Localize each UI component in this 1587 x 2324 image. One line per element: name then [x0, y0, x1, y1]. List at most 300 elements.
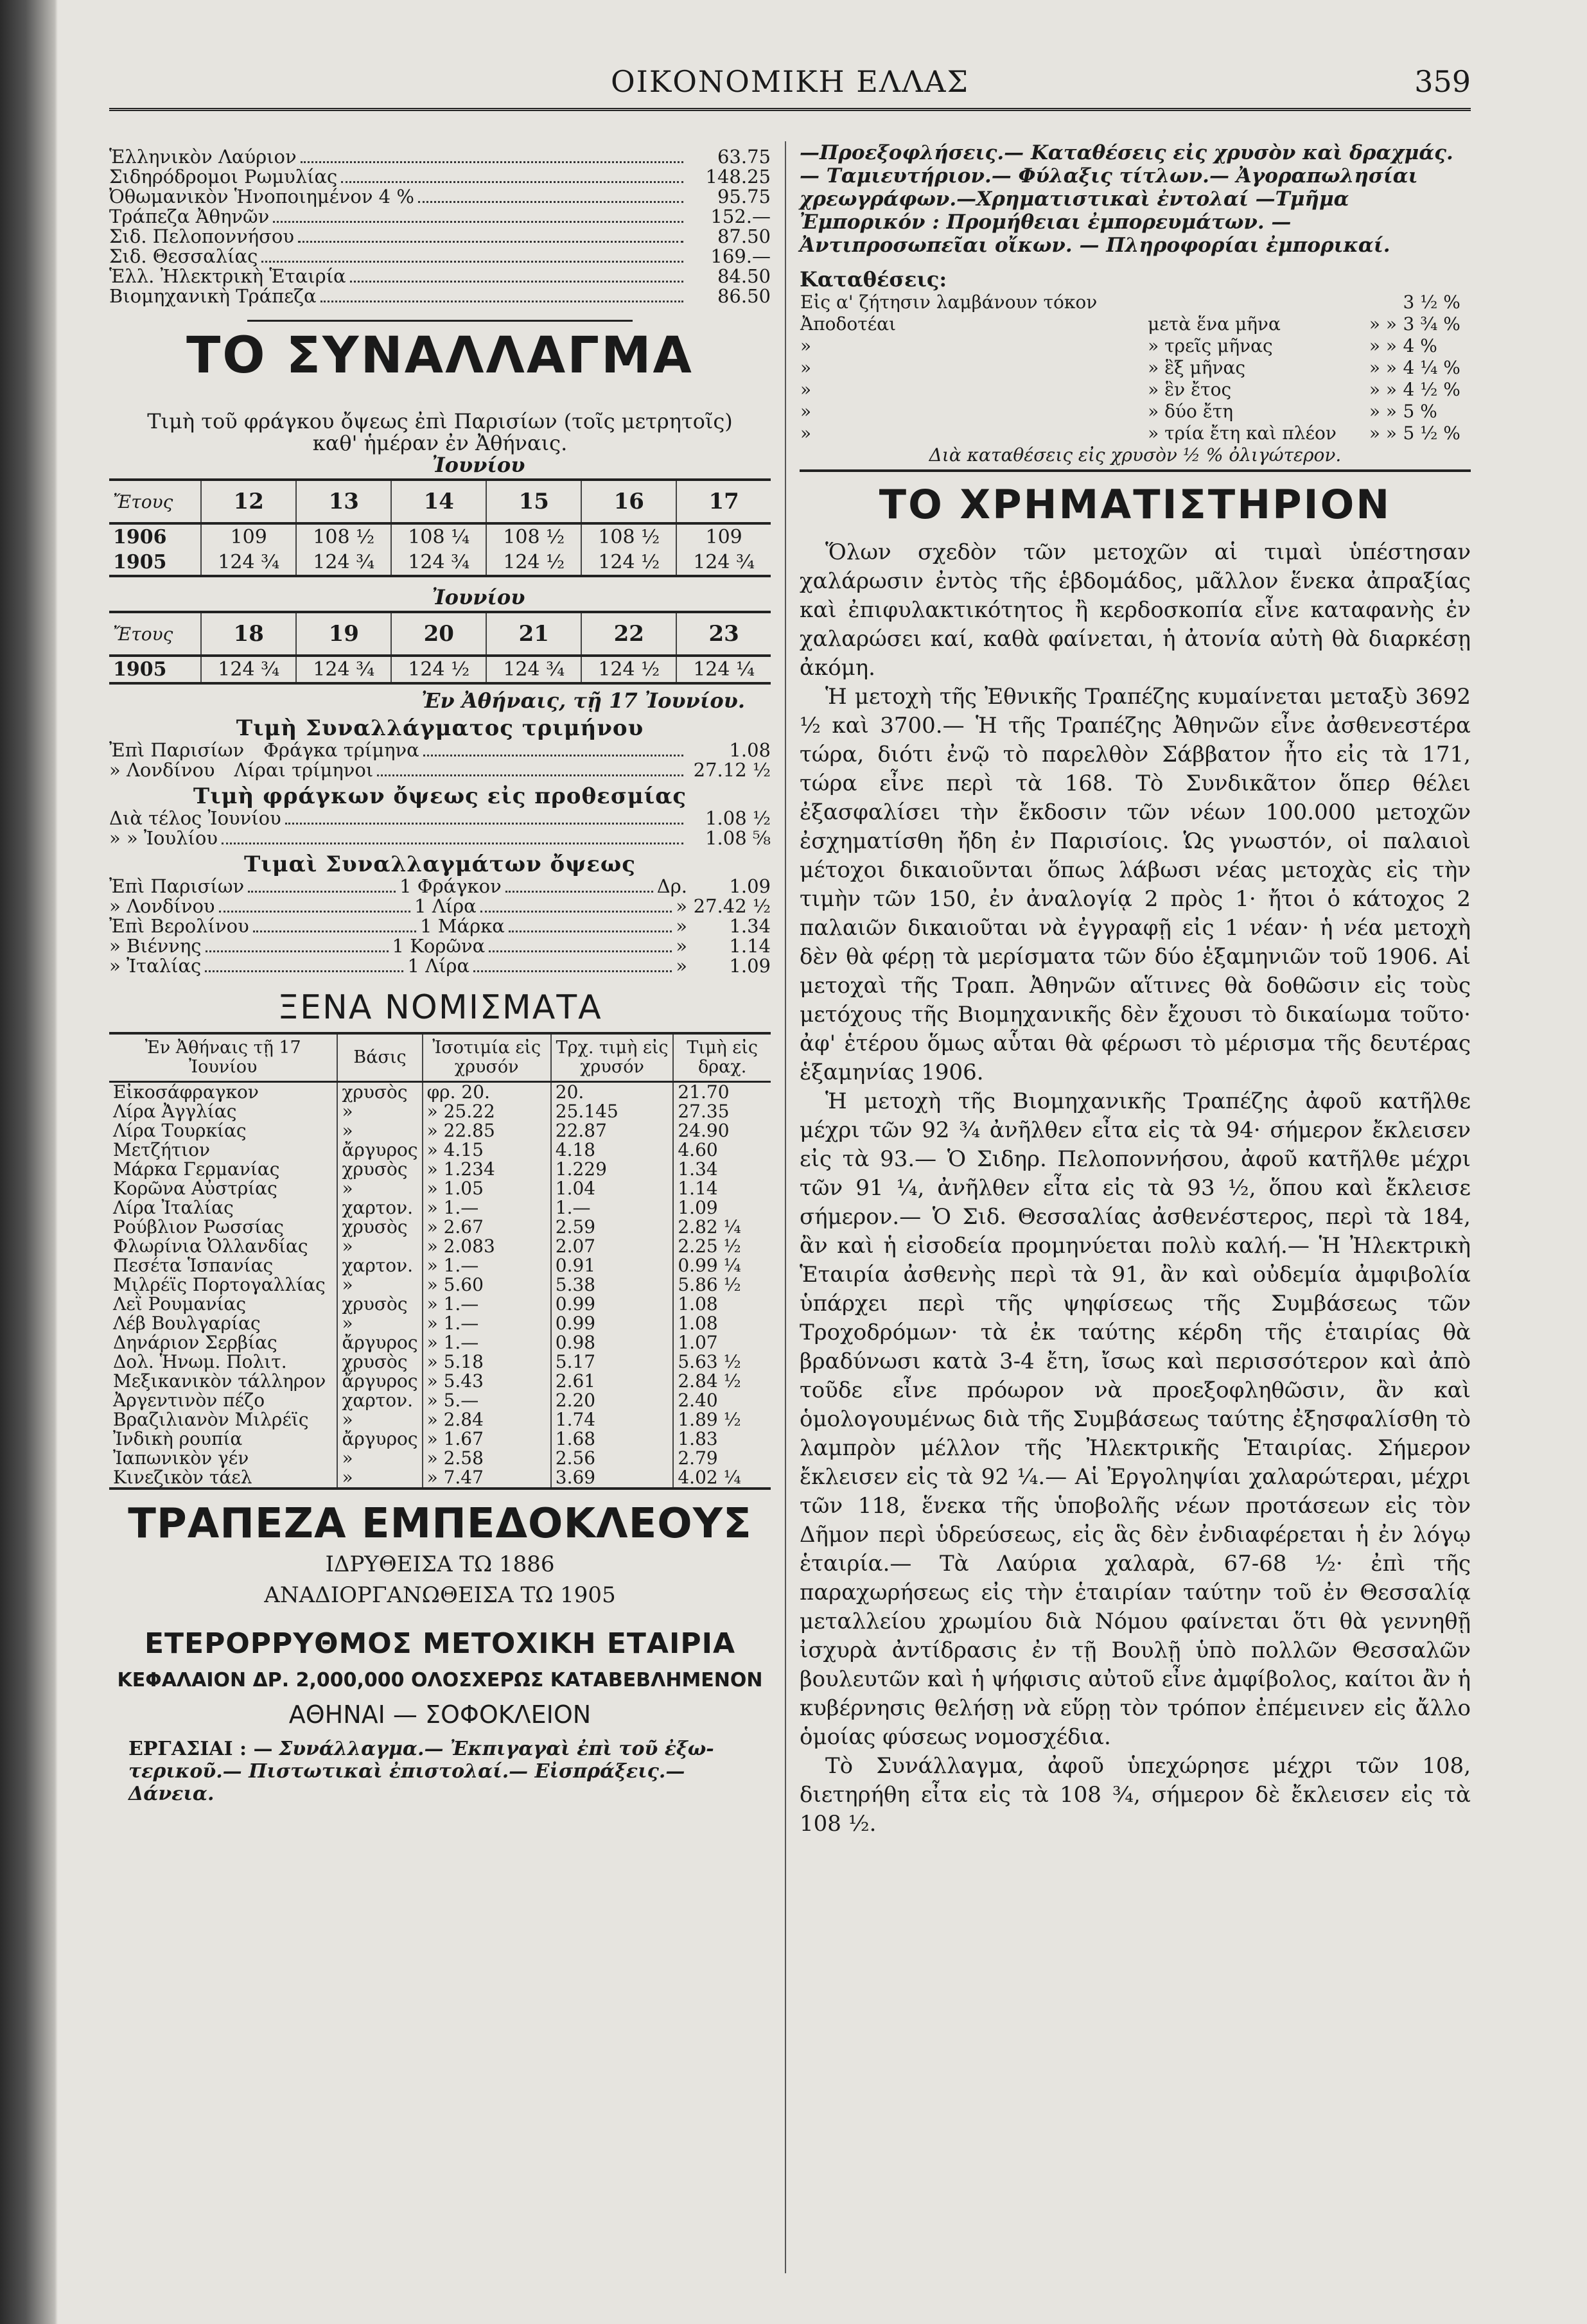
currency-gold: 1.68	[551, 1429, 674, 1449]
currency-parity: » 1.67	[423, 1429, 551, 1449]
deposit-row	[800, 423, 1471, 444]
bourse-paragraph: Ὅλων σχεδὸν τῶν μετοχῶν αἱ τιμαὶ ὑπέστησαν χαλάρωσιν ἐντὸς τῆς ἑβδομάδος, μᾶλλον ἕνεκα ἀπραξίας καὶ ἐπιφυλακτικότητος ἢ κερδοσκοπία εἶνε καταφανὴς ἐν χαλαρώσει καί, καθὰ φαίνεται, ἡ ἀτονία αὐτὴ θὰ διαρκέσῃ ἀκόμη.	[800, 539, 1471, 681]
row-label: » Λονδίνου	[109, 759, 215, 781]
page-number: 359	[1414, 64, 1471, 99]
currency-drachma: 2.79	[673, 1449, 771, 1468]
ad-line-6a: ΕΡΓΑΣΙΑΙ : —	[128, 1738, 273, 1760]
dot-leader	[509, 930, 672, 932]
currency-name: Κινεζικὸν τάελ	[113, 1467, 252, 1488]
row-value: 95.75	[717, 186, 771, 207]
deposit-b: » ἓξ μῆνας	[1148, 357, 1246, 378]
row-label: Σιδ. Θεσσαλίας	[109, 245, 258, 267]
divider	[247, 320, 633, 322]
table-row	[109, 1179, 771, 1198]
table-row	[109, 1275, 771, 1295]
currency-name: Ἀργεντινὸν πέζο	[113, 1390, 265, 1411]
currency-drachma: 5.86 ½	[673, 1275, 771, 1295]
currency-parity: » 5.60	[423, 1275, 551, 1295]
dot-leader	[253, 930, 416, 932]
dot-leader	[205, 970, 403, 972]
currency-parity: » 25.22	[423, 1102, 551, 1121]
prothesmia-title: Τιμὴ φράγκων ὄψεως εἰς προθεσμίας	[193, 783, 687, 809]
deposit-rate: 5 %	[1403, 401, 1437, 422]
row-currency: »	[676, 955, 687, 977]
currency-gold: 0.91	[551, 1256, 674, 1275]
rate-cell: 124 ¾	[201, 656, 296, 683]
trimino-list	[109, 741, 771, 781]
currency-parity: » 5.—	[423, 1391, 551, 1410]
currency-drachma: 21.70	[673, 1082, 771, 1103]
dateline: Ἐν Ἀθήναις, τῇ 17 Ἰουνίου.	[421, 688, 745, 713]
opseos-row	[109, 897, 771, 917]
row-label: Σιδηρόδρομοι Ρωμυλίας	[109, 166, 338, 188]
binding-gutter	[0, 0, 58, 2324]
currency-name: Μεξικανικὸν τάλληρον	[113, 1370, 326, 1392]
day-header: 17	[676, 480, 771, 523]
currency-base: ἄργυρος	[337, 1372, 422, 1391]
newspaper-page	[109, 0, 1471, 2324]
currency-base: χρυσὸς	[337, 1160, 422, 1179]
trimino-row	[109, 741, 771, 761]
currency-parity: » 2.67	[423, 1218, 551, 1237]
currency-name: Πεσέτα Ἱσπανίας	[113, 1255, 274, 1276]
currencies-table	[109, 1032, 771, 1490]
currency-base: »	[337, 1410, 422, 1429]
deposits-section	[800, 267, 1471, 472]
row-label: Ἑλληνικὸν Λαύριον	[109, 146, 297, 168]
dot-leader	[473, 970, 672, 972]
currency-gold: 4.18	[551, 1140, 674, 1160]
row-unit: 1 Φράγκον	[399, 875, 502, 897]
stock-row	[109, 168, 771, 188]
row-label: » Ἰταλίας	[109, 955, 202, 977]
currency-gold: 1.74	[551, 1410, 674, 1429]
table-row	[109, 1218, 771, 1237]
currency-base: χαρτον.	[337, 1256, 422, 1275]
dot-leader	[222, 843, 683, 844]
rate-cell: 124 ¾	[201, 550, 296, 576]
currency-name: Ρούβλιον Ρωσσίας	[113, 1216, 284, 1237]
currency-gold: 5.38	[551, 1275, 674, 1295]
rate-cell: 108 ½	[581, 523, 676, 550]
currency-base: »	[337, 1102, 422, 1121]
deposit-a: »	[800, 335, 812, 356]
dot-leader	[298, 241, 683, 243]
currency-base: χαρτον.	[337, 1391, 422, 1410]
currency-base: »	[337, 1314, 422, 1333]
currency-base: »	[337, 1468, 422, 1489]
table-row	[109, 1391, 771, 1410]
day-header: 18	[201, 612, 296, 656]
currency-name: Μετζήτιον	[113, 1139, 210, 1160]
currency-drachma: 1.89 ½	[673, 1410, 771, 1429]
row-currency: Δρ.	[656, 875, 687, 897]
currency-gold: 20.	[551, 1082, 674, 1103]
deposit-row	[800, 292, 1471, 313]
currency-gold: 2.07	[551, 1237, 674, 1256]
exchange-table-1	[109, 478, 771, 577]
currency-header: Τιμὴ εἰς δραχ.	[673, 1033, 771, 1082]
row-label: » Βιέννης	[109, 935, 202, 957]
row-currency: »	[676, 895, 688, 917]
table-row	[109, 1429, 771, 1449]
row-value: 63.75	[717, 146, 771, 168]
row-value: 1.08 ½	[705, 807, 771, 829]
rate-cell: 124 ½	[391, 656, 486, 683]
row-label: » » Ἰουλίου	[109, 827, 218, 849]
day-header: 12	[201, 480, 296, 523]
row-value: 1.09	[729, 955, 771, 977]
deposit-b: μετὰ ἕνα μῆνα	[1148, 313, 1281, 335]
opseos-list	[109, 877, 771, 977]
table-row	[109, 523, 771, 550]
currency-parity: » 1.05	[423, 1179, 551, 1198]
dot-leader	[273, 221, 683, 223]
currency-base: χρυσὸς	[337, 1352, 422, 1372]
gold-note: Διὰ καταθέσεις εἰς χρυσὸν ½ % ὀλιγώτερον.	[800, 444, 1471, 472]
currency-parity: » 1.—	[423, 1333, 551, 1352]
table-row	[109, 1314, 771, 1333]
currency-name: Κορῶνα Αὐστρίας	[113, 1178, 277, 1199]
opseos-row	[109, 877, 771, 897]
opseos-row	[109, 917, 771, 937]
row-currency: »	[676, 935, 687, 957]
currency-drachma: 1.08	[673, 1314, 771, 1333]
table-row	[109, 550, 771, 576]
table-row	[109, 1237, 771, 1256]
currency-drachma: 2.40	[673, 1391, 771, 1410]
currency-name: Λίρα Ἀγγλίας	[113, 1101, 237, 1122]
row-value: 27.42 ½	[693, 895, 771, 917]
dot-leader	[206, 950, 389, 952]
currency-drachma: 0.99 ¼	[673, 1256, 771, 1275]
currency-base: »	[337, 1275, 422, 1295]
prothesmia-row	[109, 829, 771, 849]
ad-line-1: ΙΔΡΥΘΕΙΣΑ ΤΩ 1886	[325, 1551, 555, 1577]
currency-header: Ἐν Ἀθήναις τῇ 17 Ἰουνίου	[109, 1033, 337, 1082]
currency-name: Λίρα Ἰταλίας	[113, 1197, 234, 1218]
currency-parity: » 1.—	[423, 1256, 551, 1275]
currency-parity: φρ. 20.	[423, 1082, 551, 1103]
rate-cell: 109	[676, 523, 771, 550]
trimino-title: Τιμὴ Συναλλάγματος τριμήνου	[236, 715, 644, 741]
exchange-table-2	[109, 611, 771, 685]
deposits-label: Καταθέσεις:	[800, 267, 947, 292]
row-value: 87.50	[717, 225, 771, 247]
deposit-c	[1369, 292, 1403, 313]
currency-parity: » 22.85	[423, 1121, 551, 1140]
table-row	[109, 1333, 771, 1352]
row-label: Ἐπὶ Παρισίων	[109, 739, 245, 761]
deposit-c: » »	[1369, 335, 1398, 356]
opseos-row	[109, 937, 771, 957]
deposit-rate: 4 ¼ %	[1403, 357, 1460, 378]
month-label-1: Ἰουνίου	[432, 453, 525, 477]
rate-cell: 108 ¼	[391, 523, 486, 550]
currency-gold: 0.99	[551, 1295, 674, 1314]
dot-leader	[423, 755, 683, 756]
stock-row	[109, 267, 771, 287]
currency-drachma: 2.84 ½	[673, 1372, 771, 1391]
deposit-b: » τρεῖς μῆνας	[1148, 335, 1273, 356]
deposit-row	[800, 401, 1471, 423]
bourse-paragraph: Ἡ μετοχὴ τῆς Βιομηχανικῆς Τραπέζης ἀφοῦ κατῆλθε μέχρι τῶν 92 ¾ ἀνῆλθεν εἶτα εἰς τὰ 94· σήμερον ἔκλεισεν εἰς τὰ 93.— Ὁ Σιδηρ. Πελοποννήσου, ἀφοῦ κατῆλθε μέχρι τῶν 91 ¼, ἀνῆλθεν εἶτα εἰς τὰ 93 ½, ὅπου καὶ ἔκλεισε σήμερον.— Ὁ Σιδ. Θεσσαλίας ἀσθενέστερος, περὶ τὰ 184, ἂν καὶ ἡ εἰσοδεία προμηνύεται πολὺ καλή.— Ἡ Ἠλεκτρικὴ Ἑταιρία ἀσθενὴς περὶ τὰ 91, ἂν καὶ οὐδεμία ἀμφιβολία ὑπάρχει περὶ τῆς ψηφίσεως τῆς Συμβάσεως τῶν Τροχοδρόμων· τὰ ἐκ ταύτης κέρδη τῆς ἑταιρίας θὰ βραδύνωσι κατὰ 3-4 ἔτη, ἴσως καὶ περισσότερον καὶ ἀπὸ τοῦδε εἶνε πρόωρον νὰ προεξοφληθῶσιν, ἂν καὶ ὁμολογουμένως διὰ τῆς Συμβάσεως ταύτης ἐξησφαλίσθη τὸ λαμπρὸν μέλλον τῆς Ἠλεκτρικῆς Ἑταιρίας. Σήμερον ἔκλεισεν εἰς τὰ 92 ¼.— Αἱ Ἐργοληψίαι χαλαρώτεραι, μέχρι τῶν 118, ἕνεκα τῆς ὑποβολῆς νέων προτάσεων εἰς τὸν Δῆμον περὶ ὑδρεύσεως, εἰς ἃς δὲν ἐνδιαφέρεται ἡ ἐν λόγῳ ἑταιρία.— Τὰ Λαύρια χαλαρὰ, 67-68 ½· ἐπὶ τῆς παραχωρήσεως εἰς τὴν ἑταιρίαν ταύτην τοῦ ἐν Θεσσαλίᾳ μεταλλείου χρωμίου διὰ Νόμου φαίνεται ὅτι θὰ γεννηθῇ ἰσχυρὰ ἀντίδρασις ἐν τῇ Βουλῇ ὑπὸ πολλῶν Θεσσαλῶν βουλευτῶν καὶ ἡ ψήφισις αὐτοῦ εἶνε ἀμφίβολος, καίτοι ἂν ἡ κυβέρνησις θελήσῃ νὰ εὕρῃ τὸν τρόπον ἐπέμεινεν εἰς ἄλλο ὁμοίας φύσεως νομοσχέδια.	[800, 1088, 1471, 1750]
currencies-title: ΞΕΝΑ ΝΟΜΙΣΜΑΤΑ	[277, 988, 602, 1027]
row-unit: Λίραι τρίμηνοι	[234, 759, 374, 781]
trimino-row	[109, 761, 771, 781]
year-cell: 1905	[113, 551, 167, 573]
dot-leader	[341, 181, 683, 183]
deposit-row	[800, 335, 1471, 357]
row-label: Διὰ τέλος Ἰουνίου	[109, 807, 281, 829]
currency-drachma: 1.14	[673, 1179, 771, 1198]
currency-gold: 1.—	[551, 1198, 674, 1218]
currency-base: »	[337, 1237, 422, 1256]
currency-header: Ἰσοτιμία εἰς χρυσόν	[423, 1033, 551, 1082]
row-value: 148.25	[705, 166, 771, 188]
table-row	[109, 1352, 771, 1372]
bourse-title: ΤΟ ΧΡΗΜΑΤΙΣΤΗΡΙΟΝ	[879, 481, 1392, 528]
row-unit: 1 Κορῶνα	[392, 935, 486, 957]
currency-name: Βραζιλιανὸν Μιλρέϊς	[113, 1409, 309, 1430]
dot-leader	[480, 911, 672, 913]
stock-row	[109, 227, 771, 247]
deposit-a: Ἀποδοτέαι	[800, 313, 897, 335]
deposits-table	[800, 292, 1471, 444]
currency-name: Μιλρέϊς Πορτογαλλίας	[113, 1274, 326, 1295]
day-header: 16	[581, 480, 676, 523]
table-row	[109, 1160, 771, 1179]
currency-base: »	[337, 1179, 422, 1198]
currency-gold: 22.87	[551, 1121, 674, 1140]
table-row	[109, 1468, 771, 1489]
currency-gold: 2.20	[551, 1391, 674, 1410]
rate-cell: 124 ½	[486, 550, 581, 576]
dot-leader	[301, 161, 683, 163]
currency-base: ἄργυρος	[337, 1140, 422, 1160]
rate-cell: 124 ¾	[296, 550, 391, 576]
dot-leader	[285, 823, 683, 825]
currency-parity: » 4.15	[423, 1140, 551, 1160]
currency-gold: 25.145	[551, 1102, 674, 1121]
currency-drachma: 1.09	[673, 1198, 771, 1218]
currency-drachma: 24.90	[673, 1121, 771, 1140]
ad-line-2: ΑΝΑΔΙΟΡΓΑΝΩΘΕΙΣΑ ΤΩ 1905	[264, 1582, 616, 1608]
deposit-row	[800, 379, 1471, 401]
dot-leader	[219, 911, 411, 913]
row-value: 1.08	[729, 739, 771, 761]
currency-base: ἄργυρος	[337, 1429, 422, 1449]
deposit-rate: 3 ¾ %	[1403, 313, 1460, 335]
deposit-row	[800, 357, 1471, 379]
currency-drachma: 4.60	[673, 1140, 771, 1160]
currency-parity: » 2.58	[423, 1449, 551, 1468]
currency-base: χρυσὸς	[337, 1082, 422, 1103]
day-header: 23	[676, 612, 771, 656]
currency-name: Ἰαπωνικὸν γέν	[113, 1447, 249, 1469]
row-unit: Φράγκα τρίμηνα	[263, 739, 419, 761]
currency-gold: 1.229	[551, 1160, 674, 1179]
deposit-c: » »	[1369, 379, 1398, 400]
table-row	[109, 1082, 771, 1103]
row-value: 1.14	[729, 935, 771, 957]
currency-name: Φλωρίνια Ὀλλανδίας	[113, 1236, 308, 1257]
row-value: 84.50	[717, 265, 771, 287]
year-header: Ἔτους	[109, 480, 201, 523]
ad-line-4: ΚΕΦΑΛΑΙΟΝ ΔΡ. 2,000,000 ΟΛΟΣΧΕΡΩΣ ΚΑΤΑΒΕΒΛΗΜΕΝΟΝ	[117, 1669, 763, 1691]
currency-drachma: 4.02 ¼	[673, 1468, 771, 1489]
dot-leader	[350, 281, 683, 283]
row-label: Ὀθωμανικὸν Ἡνοποιημένον 4 %	[109, 186, 414, 207]
currency-header: Βάσις	[337, 1033, 422, 1082]
deposit-b: » τρία ἔτη καὶ πλέον	[1148, 423, 1337, 444]
currency-drachma: 1.07	[673, 1333, 771, 1352]
stock-row	[109, 247, 771, 267]
column-divider	[785, 141, 786, 2273]
currency-gold: 0.99	[551, 1314, 674, 1333]
deposit-b: » δύο ἔτη	[1148, 401, 1234, 422]
row-value: 1.34	[729, 915, 771, 937]
currency-drachma: 27.35	[673, 1102, 771, 1121]
row-value: 169.—	[710, 245, 771, 267]
currency-base: χαρτον.	[337, 1198, 422, 1218]
row-label: Βιομηχανικὴ Τράπεζα	[109, 285, 317, 307]
row-label: Σιδ. Πελοποννήσου	[109, 225, 294, 247]
currency-base: »	[337, 1449, 422, 1468]
currency-parity: » 1.234	[423, 1160, 551, 1179]
ad-line-5: ΑΘΗΝΑΙ — ΣΟΦΟΚΛΕΙΟΝ	[288, 1700, 592, 1729]
deposit-a: »	[800, 401, 812, 422]
day-header: 21	[486, 612, 581, 656]
rate-cell: 109	[201, 523, 296, 550]
currency-gold: 2.59	[551, 1218, 674, 1237]
deposit-a: Εἰς α' ζήτησιν λαμβάνουν τόκον	[800, 292, 1098, 313]
right-column	[800, 141, 1471, 1839]
currency-name: Λεῒ Ρουμανίας	[113, 1293, 247, 1315]
ad-line-7: τερικοῦ.— Πιστωτικαὶ ἐπιστολαί.— Εἰσπράξεις.— Δάνεια.	[128, 1760, 685, 1805]
bank-advertisement	[109, 1500, 771, 1805]
deposit-rate: 5 ½ %	[1403, 423, 1460, 444]
rate-cell: 124 ¾	[486, 656, 581, 683]
row-value: 27.12 ½	[693, 759, 771, 781]
table-row	[109, 1140, 771, 1160]
day-header: 22	[581, 612, 676, 656]
synallagma-subtitle-1: Τιμὴ τοῦ φράγκου ὄψεως ἐπὶ Παρισίων (τοῖς μετρητοῖς)	[147, 409, 733, 433]
publication-title: ΟΙΚΟΝΟΜΙΚΗ ΕΛΛΑΣ	[610, 64, 970, 99]
deposit-a: »	[800, 379, 812, 400]
stock-row	[109, 207, 771, 227]
currency-parity: » 5.43	[423, 1372, 551, 1391]
rate-cell: 108 ½	[486, 523, 581, 550]
row-label: Ἑλλ. Ἠλεκτρικὴ Ἑταιρία	[109, 265, 346, 287]
rate-cell: 124 ½	[581, 656, 676, 683]
table-row	[109, 1372, 771, 1391]
currency-name: Εἰκοσάφραγκον	[113, 1081, 259, 1103]
currency-parity: » 7.47	[423, 1468, 551, 1489]
dot-leader	[261, 261, 683, 263]
currency-drachma: 2.82 ¼	[673, 1218, 771, 1237]
ad-line-6b: Συνάλλαγμα.— Ἐκπιγαγαὶ ἐπὶ τοῦ ἐξω-	[279, 1738, 714, 1760]
currency-base: χρυσὸς	[337, 1218, 422, 1237]
table-row	[109, 1121, 771, 1140]
currency-parity: » 2.84	[423, 1410, 551, 1429]
currency-gold: 2.61	[551, 1372, 674, 1391]
bank-services: —Προεξοφλήσεις.— Καταθέσεις εἰς χρυσὸν καὶ δραχμάς.— Ταμιευτήριον.— Φύλαξις τίτλων.— Ἀγοραπωλησίαι χρεωγράφων.—Χρηματιστικαὶ ἐντολαί —Τμῆμα Ἐμπορικόν : Προμήθειαι ἐμπορευμάτων. — Ἀντιπροσωπεῖαι οἴκων. — Πληροφορίαι ἐμπορικαί.	[800, 141, 1453, 257]
synallagma-title: ΤΟ ΣΥΝΑΛΛΑΓΜΑ	[186, 327, 694, 385]
deposit-rate: 3 ½ %	[1403, 292, 1460, 313]
dot-leader	[377, 774, 683, 776]
rate-cell: 124 ¾	[391, 550, 486, 576]
row-value: 1.08 ⅝	[705, 827, 771, 849]
stock-row	[109, 188, 771, 207]
header-rule	[109, 108, 1471, 111]
row-value: 152.—	[710, 205, 771, 227]
synallagma-subtitle-2: καθ' ἡμέραν ἐν Ἀθήναις.	[312, 431, 568, 455]
dot-leader	[320, 301, 683, 302]
row-unit: 1 Λίρα	[414, 895, 477, 917]
dot-leader	[248, 891, 396, 893]
deposit-a: »	[800, 423, 812, 444]
currency-parity: » 2.083	[423, 1237, 551, 1256]
row-label: Ἐπὶ Βερολίνου	[109, 915, 249, 937]
currency-parity: » 1.—	[423, 1295, 551, 1314]
currency-gold: 2.56	[551, 1449, 674, 1468]
rate-cell: 124 ¾	[296, 656, 391, 683]
row-value: 1.09	[729, 875, 771, 897]
table-row	[109, 1102, 771, 1121]
currency-gold: 5.17	[551, 1352, 674, 1372]
currency-drachma: 1.08	[673, 1295, 771, 1314]
deposit-b: » ἓν ἔτος	[1148, 379, 1232, 400]
table-row	[109, 656, 771, 683]
opseos-row	[109, 957, 771, 977]
row-currency: »	[676, 915, 688, 937]
currency-gold: 1.04	[551, 1179, 674, 1198]
day-header: 20	[391, 612, 486, 656]
row-label: Ἐπὶ Παρισίων	[109, 875, 245, 897]
bourse-paragraph: Τὸ Συνάλλαγμα, ἀφοῦ ὑπεχώρησε μέχρι τῶν 108, διετηρήθη εἶτα εἰς τὰ 108 ¾, σήμερον δὲ ἔκλεισεν εἰς τὰ 108 ½.	[800, 1753, 1471, 1837]
currency-name: Δηνάριον Σερβίας	[113, 1332, 277, 1353]
day-header: 15	[486, 480, 581, 523]
currency-base: χρυσὸς	[337, 1295, 422, 1314]
table-row	[109, 1410, 771, 1429]
deposit-row	[800, 313, 1471, 335]
month-label-2: Ἰουνίου	[432, 585, 525, 609]
ad-title: ΤΡΑΠΕΖΑ ΕΜΠΕΔΟΚΛΕΟΥΣ	[128, 1500, 752, 1548]
prothesmia-row	[109, 809, 771, 829]
deposit-b	[1147, 292, 1369, 313]
currency-gold: 0.98	[551, 1333, 674, 1352]
currency-parity: » 1.—	[423, 1314, 551, 1333]
deposit-c: » »	[1369, 357, 1398, 378]
year-cell: 1906	[113, 526, 167, 548]
currency-header: Τρχ. τιμὴ εἰς χρυσόν	[551, 1033, 674, 1082]
day-header: 19	[296, 612, 391, 656]
currency-drachma: 5.63 ½	[673, 1352, 771, 1372]
table-row	[109, 1198, 771, 1218]
dot-leader	[505, 891, 653, 893]
currency-drachma: 2.25 ½	[673, 1237, 771, 1256]
currency-name: Μάρκα Γερμανίας	[113, 1158, 280, 1180]
day-header: 13	[296, 480, 391, 523]
year-cell: 1905	[113, 658, 167, 681]
page-header	[109, 64, 1471, 109]
currency-name: Ἰνδικὴ ρουπία	[113, 1428, 243, 1449]
bourse-paragraph: Ἡ μετοχὴ τῆς Ἐθνικῆς Τραπέζης κυμαίνεται μεταξὺ 3692 ½ καὶ 3700.— Ἡ τῆς Τραπέζης Ἀθηνῶν εἶνε ἀσθενεστέρα τώρα, διότι ἐνῷ τὸ παρελθὸν Σάββατον ἦτο εἰς τὰ 171, τώρα εἶνε περὶ τὰ 168. Τὸ Συνδικᾶτον ὅπερ θέλει ἐξασφαλίσει τὴν ἔκδοσιν τῶν νέων 100.000 μετοχῶν ἐσχηματίσθη ἤδη ἐν Παρισίοις. Ὡς γνωστόν, οἱ παλαιοὶ μέτοχοι δικαιοῦνται ὅπως λάβωσι νέας μετοχὰς εἰς τὴν τιμὴν τῶν 150, ἐν ἀναλογίᾳ 2 πρὸς 1· ἤτοι ὁ κάτοχος 2 παλαιῶν δικαιοῦται νὰ ἐγγραφῇ εἰς 1 νέαν· ἡ νέα μετοχὴ δὲν θὰ φέρῃ τὰ μερίσματα τῶν δύο ἑξαμηνιῶν τοῦ 1906. Αἱ μετοχαὶ τῆς Τραπ. Ἀθηνῶν αἵτινες θὰ δοθῶσιν εἰς τοὺς μετόχους τῆς Βιομηχανικῆς δὲν ἔχουσι τὸ δικαίωμα τοῦτο· ἀφ' ἑτέρου ὅμως αὗται θὰ φέρωσι τὸ μέρισμα τῆς δευτέρας ἑξαμηνίας 1906.	[800, 684, 1471, 1085]
currency-parity: » 1.—	[423, 1198, 551, 1218]
currency-gold: 3.69	[551, 1468, 674, 1489]
day-header: 14	[391, 480, 486, 523]
